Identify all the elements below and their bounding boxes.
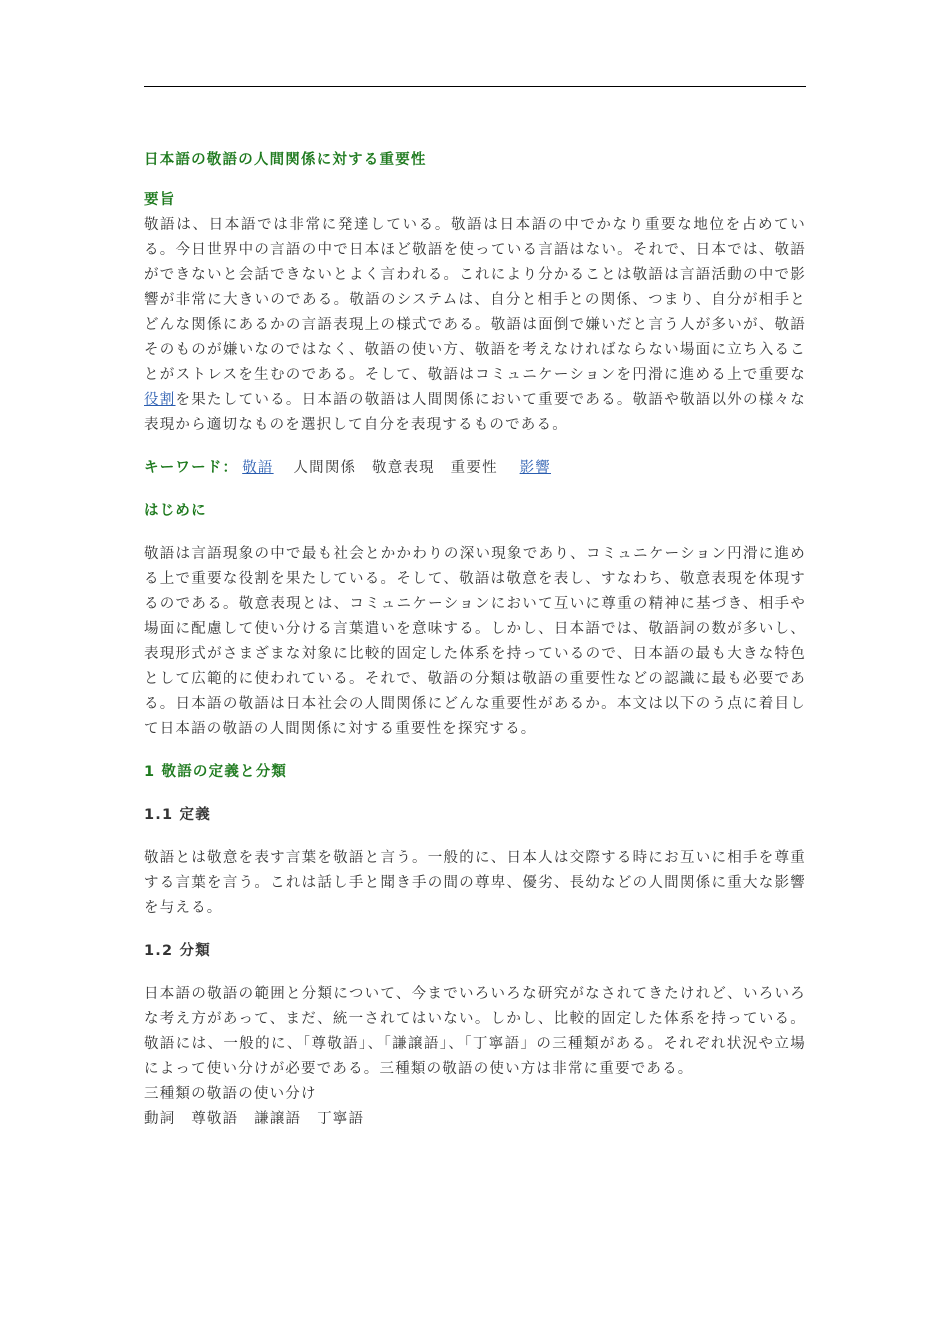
keywords-line [144, 456, 806, 481]
table-header-verb: 動詞 [144, 1111, 176, 1127]
keyword-juuyousei: 重要性 [450, 460, 498, 476]
table-header-row [144, 1107, 806, 1132]
intro-heading: はじめに [144, 503, 207, 519]
role-link[interactable]: 役割 [144, 392, 176, 408]
section1-heading: 1 敬語の定義と分類 [144, 764, 288, 780]
intro-paragraph: 敬語は言語現象の中で最も社会とかかわりの深い現象であり、コミュニケーション円滑に進める上で重要な役割を果たしている。そして、敬語は敬意を表し、すなわち、敬意表現を体現するのである。敬意表現とは、コミュニケーションにおいて互いに尊重の精神に基づき、相手や場面に配慮して使い分ける言葉遣いを意味する。しかし、日本語では、敬語詞の数が多いし、表現形式がさまざまな対象に比較的固定した体系を持っているので、日本語の最も大きな特色として広範的に使われている。それで、敬語の分類は敬語の重要性などの認識に最も必要である。日本語の敬語は日本社会の人間関係にどんな重要性があるか。本文は以下のう点に着目して日本語の敬語の人間関係に対する重要性を探究する。 [144, 546, 806, 737]
keyword-link-eikyou[interactable]: 影響 [519, 460, 551, 476]
keywords-label: キーワード： [144, 460, 239, 476]
abstract-paragraph [144, 213, 806, 438]
keyword-link-keigo[interactable]: 敬語 [242, 460, 274, 476]
document-body [144, 148, 806, 1132]
subsection-1-2-heading: 1.2 分類 [144, 943, 211, 959]
usage-title: 三種類の敬語の使い分け [144, 1086, 317, 1102]
abstract-text-2: を果たしている。日本語の敬語は人間関係において重要である。敬語や敬語以外の様々な表現から適切なものを選択して自分を表現するものである。 [144, 392, 806, 433]
header-rule [144, 86, 806, 87]
doc-title: 日本語の敬語の人間関係に対する重要性 [144, 152, 427, 168]
subsection-1-1-heading: 1.1 定義 [144, 807, 211, 823]
abstract-text-1: 敬語は、日本語では非常に発達している。敬語は日本語の中でかなり重要な地位を占めている。今日世界中の言語の中で日本ほど敬語を使っている言語はない。それで、日本では、敬語ができないと会話できないとよく言われる。これにより分かることは敬語は言語活動の中で影響が非常に大きいのである。敬語のシステムは、自分と相手との関係、つまり、自分が相手とどんな関係にあるかの言語表現上の様式である。敬語は面倒で嫌いだと言う人が多いが、敬語そのものが嫌いなのではなく、敬語の使い方、敬語を考えなければならない場面に立ち入ることがストレスを生むのである。そして、敬語はコミュニケーションを円滑に進める上で重要な [144, 217, 806, 383]
table-header-teineigo: 丁寧語 [317, 1111, 365, 1127]
table-header-kenjougo: 謙譲語 [254, 1111, 302, 1127]
keyword-ningen-kankei: 人間関係 [293, 460, 357, 476]
table-header-sonkeigo: 尊敬語 [191, 1111, 239, 1127]
keyword-keii-hyougen: 敬意表現 [372, 460, 435, 476]
classification-paragraph: 日本語の敬語の範囲と分類について、今までいろいろな研究がなされてきたけれど、いろいろな考え方があって、まだ、統一されてはいない。しかし、比較的固定した体系を持っている。敬語には、一般的に、「尊敬語」、「謙譲語」、「丁寧語」の三種類がある。それぞれ状況や立場によって使い分けが必要である。三種類の敬語の使い方は非常に重要である。 [144, 986, 806, 1077]
abstract-heading: 要旨 [144, 192, 176, 208]
definition-paragraph: 敬語とは敬意を表す言葉を敬語と言う。一般的に、日本人は交際する時にお互いに相手を尊重する言葉を言う。これは話し手と聞き手の間の尊卑、優劣、長幼などの人間関係に重大な影響を与える。 [144, 850, 806, 916]
